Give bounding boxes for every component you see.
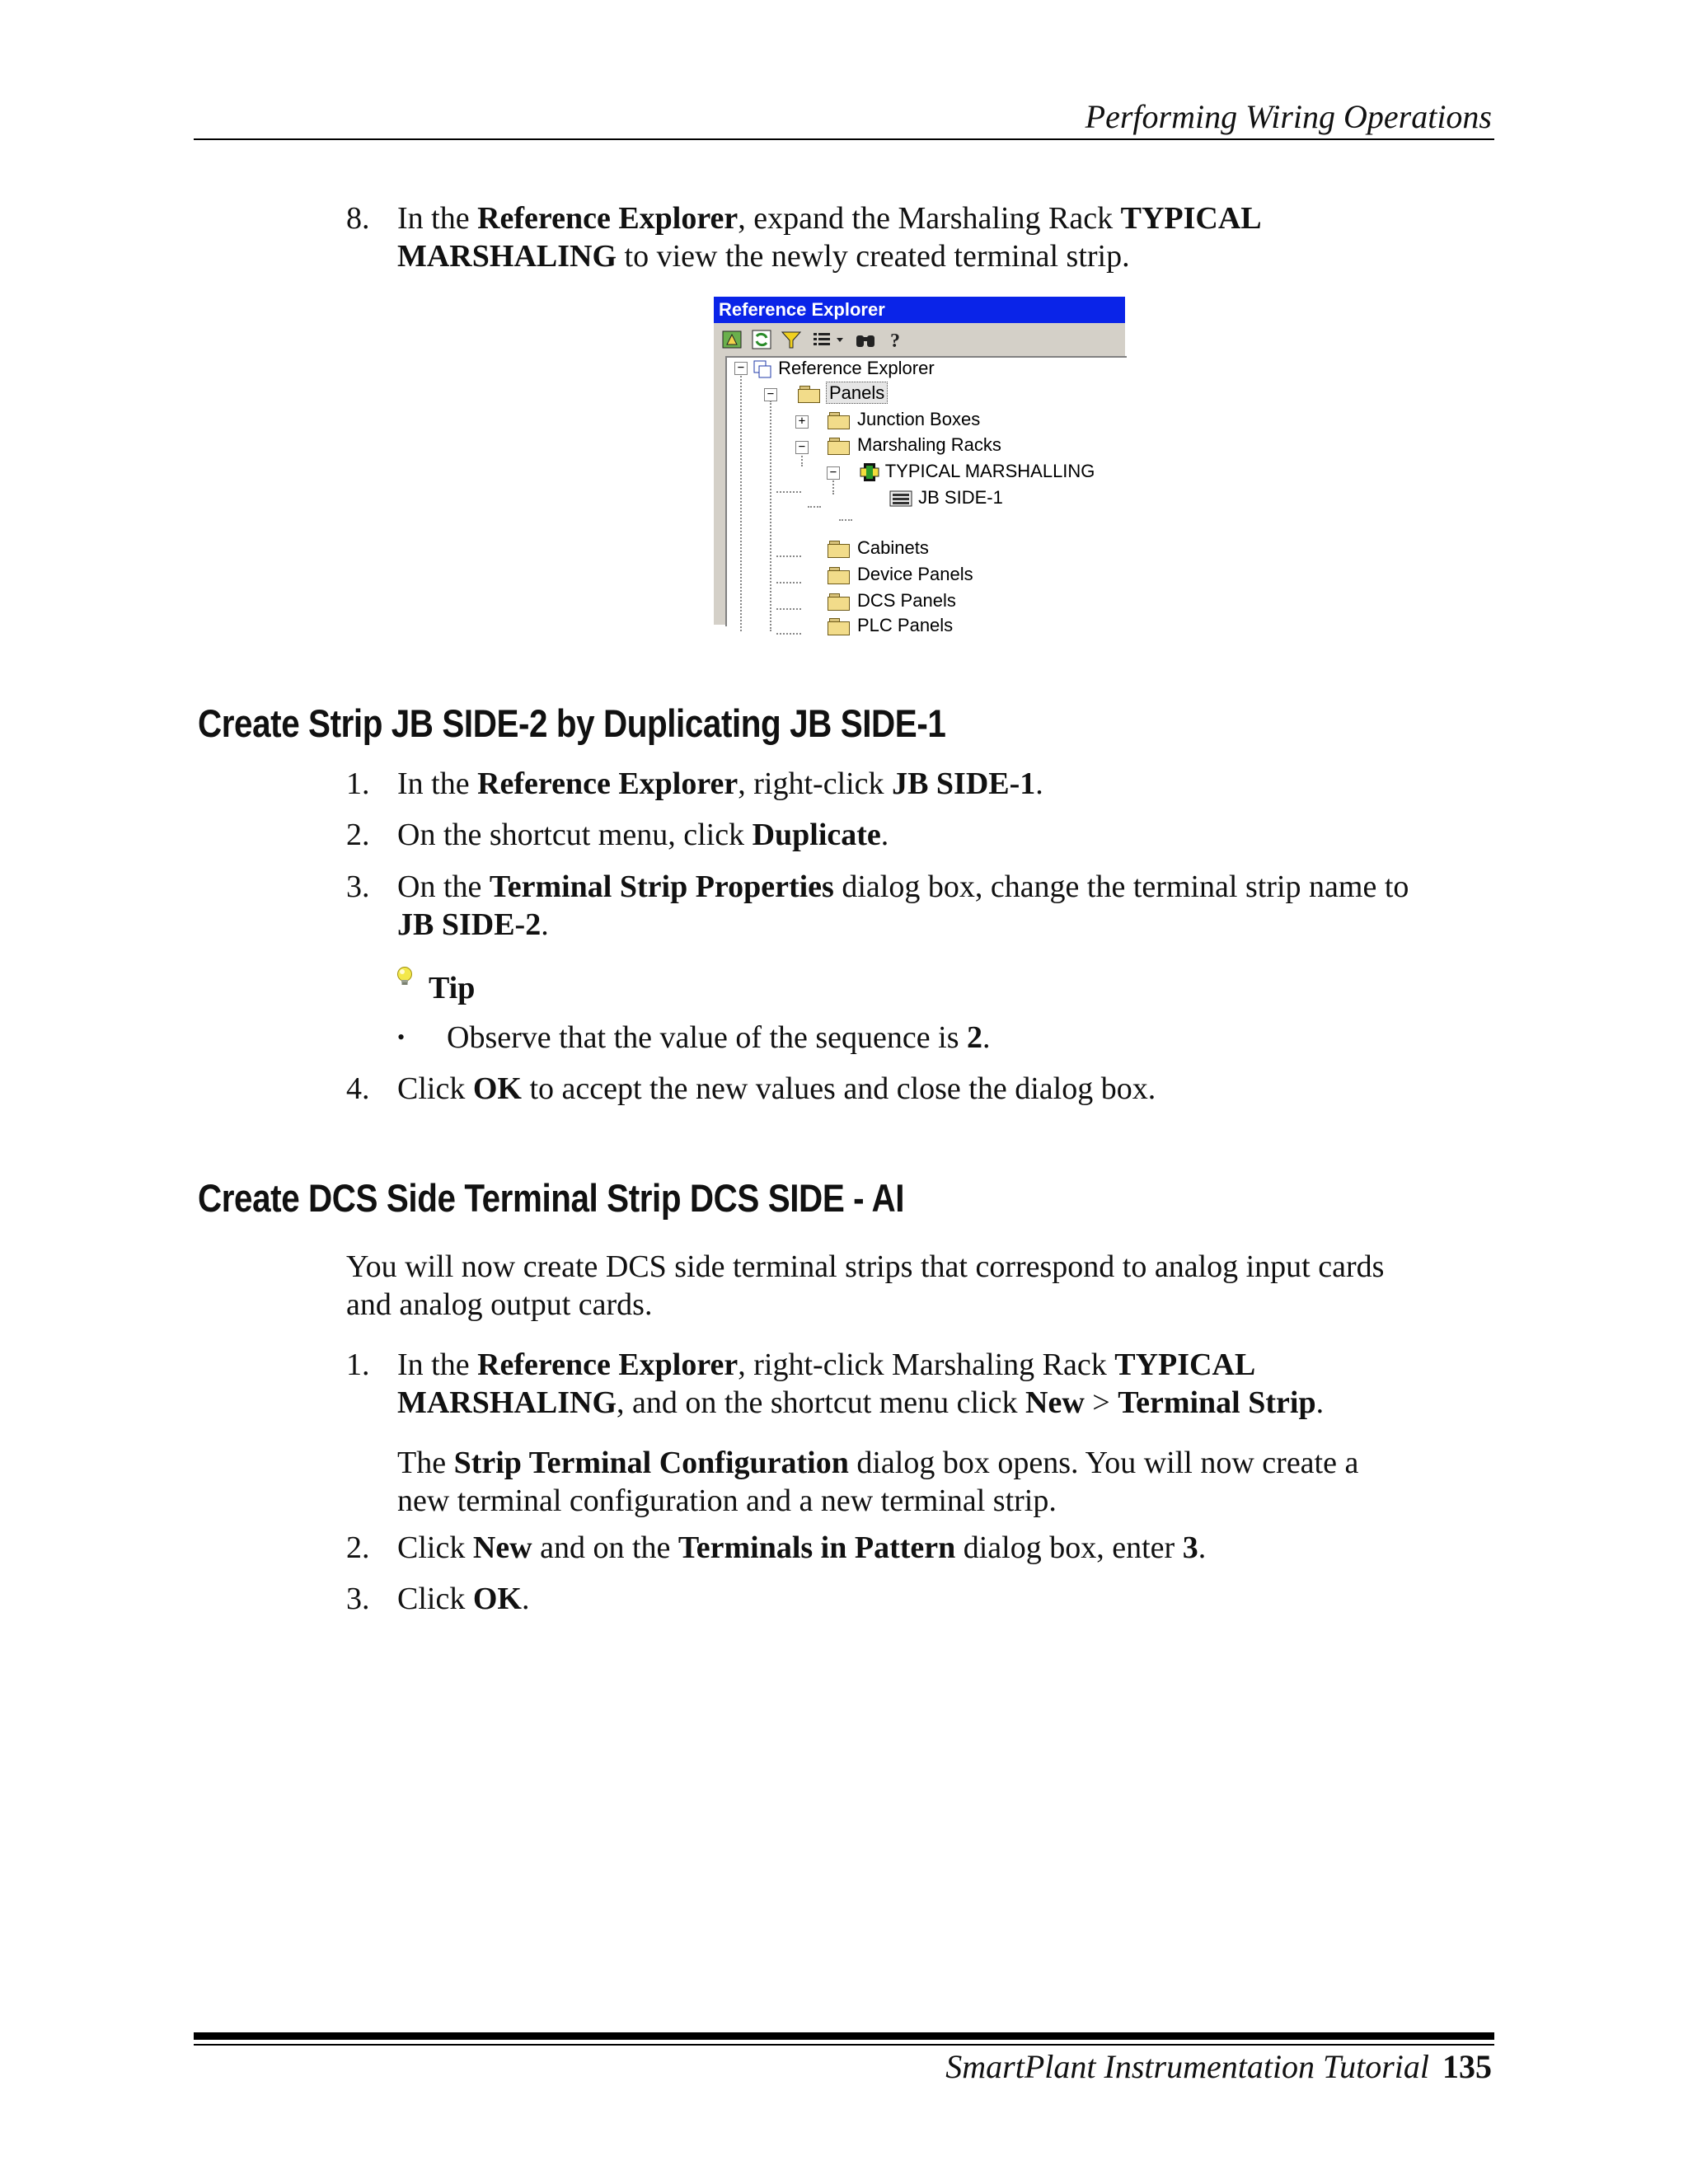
tree-node-plc-panels[interactable] — [857, 614, 953, 637]
collapse-toggle[interactable]: − — [795, 441, 809, 454]
bold-text: MARSHALING — [397, 239, 617, 274]
text: , right-click — [738, 766, 893, 801]
explorer-root-icon — [752, 359, 773, 380]
view-options-icon[interactable] — [811, 328, 847, 351]
bullet-icon: • — [397, 1025, 406, 1049]
bold-text: Terminals in Pattern — [678, 1530, 956, 1565]
section-heading: Create DCS Side Terminal Strip DCS SIDE - AI — [198, 1176, 905, 1220]
reference-explorer-toolbar — [714, 323, 1125, 356]
header-rule — [194, 138, 1494, 140]
step-text-continued — [397, 1384, 1324, 1422]
text: > — [1084, 1385, 1118, 1420]
bold-text: MARSHALING — [397, 1385, 617, 1420]
text: On the shortcut menu, click — [397, 818, 753, 852]
step-number: 8. — [346, 201, 370, 236]
section2-step-3 — [346, 1580, 1500, 1618]
section1-step-4 — [346, 1070, 1500, 1108]
section1-step-2 — [346, 816, 1500, 854]
tree-line — [832, 478, 834, 494]
text: In the — [397, 201, 478, 236]
bold-text: OK — [472, 1071, 522, 1106]
step-8-line-2 — [397, 237, 1130, 275]
text: . — [541, 907, 549, 942]
step-text — [397, 1346, 1255, 1384]
footer-title: SmartPlant Instrumentation Tutorial — [945, 2048, 1429, 2085]
section1-step-1 — [346, 765, 1500, 803]
reference-explorer-tree — [725, 356, 1127, 635]
folder-icon — [828, 412, 849, 429]
folder-icon — [828, 541, 849, 557]
text: In the — [397, 1347, 478, 1382]
text: . — [1035, 766, 1043, 801]
open-folder-icon — [798, 386, 819, 402]
tree-line — [808, 506, 821, 508]
running-header: Performing Wiring Operations — [1085, 98, 1492, 135]
note-text-continued: new terminal configuration and a new terminal strip. — [397, 1483, 1057, 1518]
step-8-line-1 — [397, 199, 1262, 237]
collapse-toggle[interactable]: − — [734, 362, 748, 375]
bold-text: New — [472, 1530, 532, 1565]
bold-text: Terminal Strip Properties — [489, 869, 834, 904]
step-number: 2. — [346, 818, 370, 852]
text: dialog box, change the terminal strip name to — [833, 869, 1409, 904]
step-number: 4. — [346, 1071, 370, 1106]
bold-text: JB SIDE-2 — [397, 907, 542, 942]
text: In the — [397, 766, 478, 801]
text: , and on the shortcut menu click — [617, 1385, 1026, 1420]
note-text — [397, 1444, 1358, 1482]
tree-line — [776, 608, 801, 610]
terminal-strip-icon — [889, 489, 913, 509]
bold-text: Reference Explorer — [477, 1347, 738, 1382]
tree-node-jb-side-1[interactable] — [889, 486, 1003, 509]
find-icon[interactable] — [854, 328, 877, 351]
section2-step-1 — [346, 1346, 1500, 1422]
text: , right-click Marshaling Rack — [738, 1347, 1115, 1382]
section2-intro-line-1: You will now create DCS side terminal strips that correspond to analog input cards — [346, 1249, 1385, 1284]
tree-node-label: Panels — [826, 382, 888, 404]
text: Click — [397, 1582, 473, 1616]
text: , expand the Marshaling Rack — [738, 201, 1121, 236]
folder-icon — [828, 618, 849, 635]
text: . — [880, 818, 889, 852]
text: to accept the new values and close the dialog box. — [521, 1071, 1156, 1106]
bold-text: Strip Terminal Configuration — [453, 1446, 849, 1480]
text: The — [397, 1446, 454, 1480]
section-heading: Create Strip JB SIDE-2 by Duplicating JB SIDE-1 — [198, 701, 946, 745]
tree-node-label: Junction Boxes — [857, 409, 981, 429]
collapse-toggle[interactable]: − — [827, 466, 840, 480]
text: On the — [397, 869, 490, 904]
tree-line — [776, 555, 801, 557]
text: . — [982, 1020, 991, 1055]
step-text — [397, 816, 889, 854]
tree-node-dcs-panels[interactable] — [857, 589, 956, 612]
svg-text:?: ? — [890, 330, 900, 352]
tree-node-junction-boxes[interactable] — [857, 408, 980, 431]
step-text — [397, 1580, 529, 1618]
collapse-toggle[interactable]: − — [764, 388, 777, 401]
text: and on the — [532, 1530, 678, 1565]
step-number: 3. — [346, 869, 370, 904]
step-number: 2. — [346, 1530, 370, 1565]
reference-explorer-title: Reference Explorer — [714, 297, 1125, 323]
page-number: 135 — [1442, 2048, 1492, 2085]
reference-explorer-window — [714, 297, 1125, 635]
bold-text: Terminal Strip — [1118, 1385, 1316, 1420]
text: . — [1315, 1385, 1325, 1420]
tree-node-label: TYPICAL MARSHALLING — [884, 461, 1095, 481]
step-number: 1. — [346, 1347, 370, 1382]
bold-text: TYPICAL — [1120, 201, 1262, 236]
tree-line — [776, 491, 801, 493]
tree-line — [740, 376, 742, 631]
help-icon[interactable] — [884, 328, 907, 351]
tree-line — [839, 519, 852, 521]
refresh-icon[interactable] — [720, 328, 743, 351]
text: Observe that the value of the sequence is — [447, 1020, 967, 1055]
step-text — [397, 1529, 1206, 1567]
step-text-continued — [397, 906, 549, 944]
bold-text: 3 — [1182, 1530, 1198, 1565]
bold-text: Reference Explorer — [477, 766, 738, 801]
footer-rule — [194, 2032, 1494, 2040]
tree-node-label: Marshaling Racks — [857, 434, 1001, 455]
step-text — [397, 765, 1043, 803]
tree-line — [776, 633, 801, 635]
step-number: 1. — [346, 766, 370, 801]
tip-text: Tip — [429, 971, 476, 1005]
text: . — [1198, 1530, 1207, 1565]
tree-node-panels[interactable] — [826, 382, 888, 405]
tree-node-label: PLC Panels — [857, 615, 954, 635]
step-number: 3. — [346, 1582, 370, 1616]
tip-bullet — [447, 1019, 991, 1057]
tree-node-label: Device Panels — [857, 564, 973, 584]
page-footer — [945, 2047, 1492, 2086]
text: dialog box, enter — [955, 1530, 1183, 1565]
tree-node-label: Cabinets — [857, 537, 929, 558]
text: to view the newly created terminal strip. — [617, 239, 1130, 274]
marshaling-rack-icon — [859, 462, 880, 483]
tree-line — [776, 582, 801, 583]
expand-toggle[interactable]: + — [795, 415, 809, 429]
section2-step-1-note — [397, 1444, 1502, 1520]
tree-node-typical-marshalling[interactable] — [859, 460, 1095, 483]
open-folder-icon — [828, 438, 849, 454]
tree-node-label: DCS Panels — [857, 590, 956, 611]
footer-rule — [194, 2044, 1494, 2046]
bold-text: TYPICAL — [1114, 1347, 1256, 1382]
text: Click — [397, 1530, 473, 1565]
text: dialog box opens. You will now create a — [848, 1446, 1359, 1480]
tree-node-root[interactable] — [752, 357, 935, 380]
step-text — [397, 868, 1409, 906]
sync-icon[interactable] — [750, 328, 773, 351]
tip-label — [429, 969, 475, 1007]
section2-intro-line-2: and analog output cards. — [346, 1287, 653, 1322]
bold-text: Reference Explorer — [477, 201, 738, 236]
section1-step-3 — [346, 868, 1500, 944]
bold-text: 2 — [967, 1020, 982, 1055]
tree-node-label: JB SIDE-1 — [918, 487, 1003, 508]
bold-text: New — [1025, 1385, 1085, 1420]
tree-line — [770, 401, 771, 631]
folder-icon — [828, 593, 849, 610]
tree-node-marshaling-racks[interactable] — [857, 434, 1001, 457]
filter-icon[interactable] — [780, 328, 803, 351]
text: . — [521, 1582, 530, 1616]
tree-node-cabinets[interactable] — [857, 537, 929, 560]
text: Click — [397, 1071, 473, 1106]
bold-text: OK — [472, 1582, 522, 1616]
tree-node-device-panels[interactable] — [857, 563, 973, 586]
bold-text: Duplicate — [752, 818, 881, 852]
step-text — [397, 1070, 1156, 1108]
folder-icon — [828, 567, 849, 583]
bold-text: JB SIDE-1 — [892, 766, 1036, 801]
section2-step-2 — [346, 1529, 1500, 1567]
tree-node-label: Reference Explorer — [778, 358, 935, 378]
step-8 — [346, 199, 1500, 282]
lightbulb-icon — [394, 966, 415, 987]
